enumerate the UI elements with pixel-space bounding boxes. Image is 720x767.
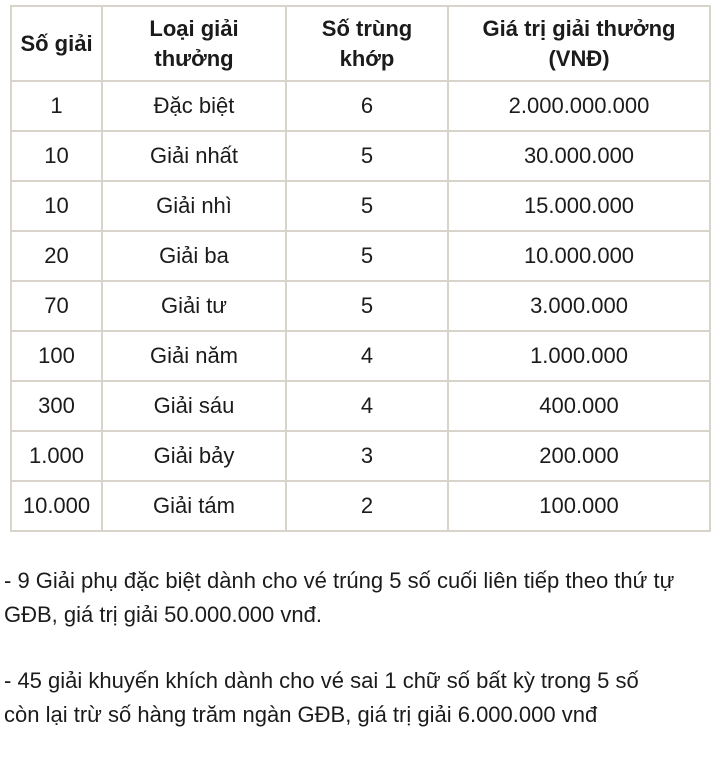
cell-prize-count: 10.000 bbox=[11, 481, 102, 531]
cell-prize-count: 300 bbox=[11, 381, 102, 431]
table-row bbox=[11, 281, 710, 331]
cell-prize-type: Giải tư bbox=[102, 281, 286, 331]
cell-match-count: 5 bbox=[286, 281, 448, 331]
cell-match-count: 2 bbox=[286, 481, 448, 531]
cell-prize-type: Đặc biệt bbox=[102, 81, 286, 131]
cell-prize-value: 2.000.000.000 bbox=[448, 81, 710, 131]
table-row bbox=[11, 81, 710, 131]
table-row bbox=[11, 331, 710, 381]
header-prize-count: Số giải bbox=[11, 6, 102, 81]
cell-prize-count: 70 bbox=[11, 281, 102, 331]
table-body bbox=[11, 81, 710, 531]
table-row bbox=[11, 131, 710, 181]
table-header-row bbox=[11, 6, 710, 81]
cell-match-count: 3 bbox=[286, 431, 448, 481]
cell-match-count: 5 bbox=[286, 131, 448, 181]
table-row bbox=[11, 431, 710, 481]
table-row bbox=[11, 181, 710, 231]
table-row bbox=[11, 381, 710, 431]
cell-prize-type: Giải tám bbox=[102, 481, 286, 531]
header-prize-type: Loại giải thưởng bbox=[102, 6, 286, 81]
cell-prize-type: Giải nhì bbox=[102, 181, 286, 231]
cell-prize-type: Giải sáu bbox=[102, 381, 286, 431]
note-consolation-prize: - 45 giải khuyến khích dành cho vé sai 1 chữ số bất kỳ trong 5 số còn lại trừ số hàng trăm ngàn GĐB, giá trị giải 6.000.000 vnđ bbox=[4, 668, 639, 727]
cell-prize-type: Giải ba bbox=[102, 231, 286, 281]
cell-prize-value: 400.000 bbox=[448, 381, 710, 431]
cell-match-count: 6 bbox=[286, 81, 448, 131]
prize-table bbox=[10, 5, 711, 532]
table-row bbox=[11, 231, 710, 281]
cell-prize-count: 100 bbox=[11, 331, 102, 381]
cell-match-count: 5 bbox=[286, 231, 448, 281]
cell-prize-type: Giải bảy bbox=[102, 431, 286, 481]
cell-match-count: 5 bbox=[286, 181, 448, 231]
cell-prize-value: 30.000.000 bbox=[448, 131, 710, 181]
cell-prize-count: 10 bbox=[11, 181, 102, 231]
lottery-prize-structure-page bbox=[0, 5, 720, 767]
cell-prize-value: 100.000 bbox=[448, 481, 710, 531]
cell-prize-type: Giải năm bbox=[102, 331, 286, 381]
table-row bbox=[11, 481, 710, 531]
cell-prize-count: 1.000 bbox=[11, 431, 102, 481]
header-prize-value: Giá trị giải thưởng (VNĐ) bbox=[448, 6, 710, 81]
cell-match-count: 4 bbox=[286, 331, 448, 381]
cell-prize-value: 15.000.000 bbox=[448, 181, 710, 231]
cell-prize-count: 10 bbox=[11, 131, 102, 181]
cell-prize-type: Giải nhất bbox=[102, 131, 286, 181]
cell-prize-value: 10.000.000 bbox=[448, 231, 710, 281]
header-match-count: Số trùng khớp bbox=[286, 6, 448, 81]
note-special-subsidiary-prize: - 9 Giải phụ đặc biệt dành cho vé trúng 5 số cuối liên tiếp theo thứ tự GĐB, giá trị giải 50.000.000 vnđ. bbox=[4, 568, 675, 627]
cell-prize-value: 200.000 bbox=[448, 431, 710, 481]
cell-prize-value: 1.000.000 bbox=[448, 331, 710, 381]
cell-prize-value: 3.000.000 bbox=[448, 281, 710, 331]
cell-match-count: 4 bbox=[286, 381, 448, 431]
cell-prize-count: 1 bbox=[11, 81, 102, 131]
cell-prize-count: 20 bbox=[11, 231, 102, 281]
